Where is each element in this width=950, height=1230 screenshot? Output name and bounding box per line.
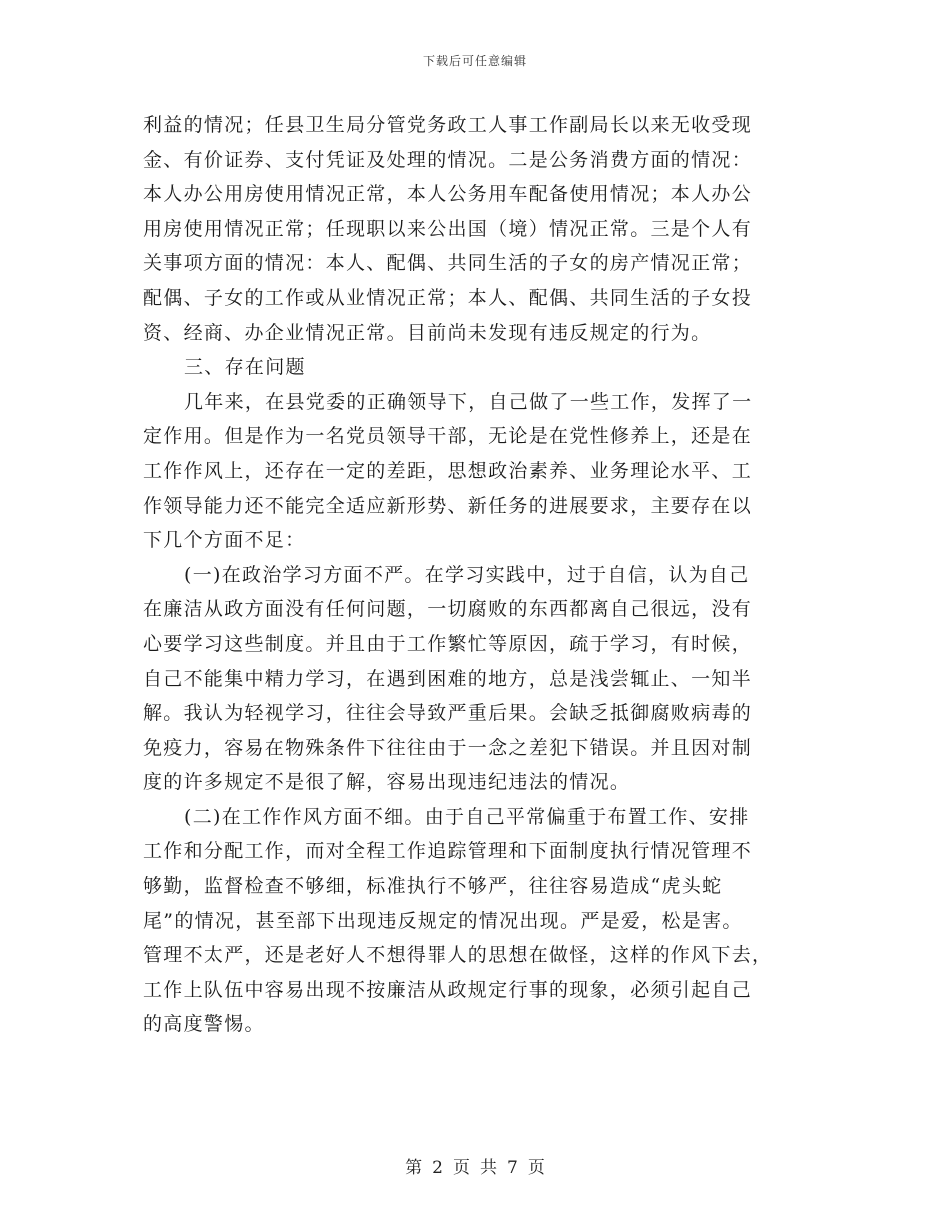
page-footer bbox=[0, 1153, 950, 1178]
text-line: 本人办公用房使用情况正常，本人公务用车配备使用情况；本人办公 bbox=[143, 183, 753, 206]
footer-page-number: 2 bbox=[432, 1158, 443, 1178]
text-line: 资、经商、办企业情况正常。目前尚未发现有违反规定的行为。 bbox=[143, 321, 712, 344]
text-line: 管理不太严，还是老好人不想得罪人的思想在做怪，这样的作风下去， bbox=[143, 944, 773, 967]
text-line: 工作作风上，还存在一定的差距，思想政治素养、业务理论水平、工 bbox=[143, 459, 753, 482]
footer-page-label: 页 bbox=[453, 1158, 470, 1178]
text-line: 三、存在问题 bbox=[184, 356, 306, 379]
text-line: 的高度警惕。 bbox=[143, 1013, 265, 1036]
text-line: 尾”的情况，甚至部下出现违反规定的情况出现。严是爱，松是害。 bbox=[143, 909, 743, 932]
text-line: 关事项方面的情况：本人、配偶、共同生活的子女的房产情况正常； bbox=[143, 252, 753, 275]
text-line: 作领导能力还不能完全适应新形势、新任务的进展要求，主要存在以 bbox=[143, 494, 753, 517]
text-line: 心要学习这些制度。并且由于工作繁忙等原因，疏于学习，有时候， bbox=[143, 632, 753, 655]
footer-total-label: 共 bbox=[480, 1158, 497, 1178]
text-line: 解。我认为轻视学习，往往会导致严重后果。会缺乏抵御腐败病毒的 bbox=[143, 702, 753, 725]
text-line: 用房使用情况正常；任现职以来公出国（境）情况正常。三是个人有 bbox=[143, 217, 753, 240]
text-line: 免疫力，容易在物殊条件下往往由于一念之差犯下错误。并且因对制 bbox=[143, 736, 753, 759]
text-line: 金、有价证券、支付凭证及处理的情况。二是公务消费方面的情况： bbox=[143, 148, 753, 171]
footer-total-pages: 7 bbox=[507, 1158, 518, 1178]
text-line: 配偶、子女的工作或从业情况正常；本人、配偶、共同生活的子女投 bbox=[143, 286, 753, 309]
text-line: 度的许多规定不是很了解，容易出现违纪违法的情况。 bbox=[143, 771, 631, 794]
text-line: 自己不能集中精力学习，在遇到困难的地方，总是浅尝辄止、一知半 bbox=[143, 667, 753, 690]
text-line: 定作用。但是作为一名党员领导干部，无论是在党性修养上，还是在 bbox=[143, 425, 753, 448]
footer-prefix: 第 bbox=[405, 1158, 423, 1178]
text-line: 几年来，在县党委的正确领导下，自己做了一些工作，发挥了一 bbox=[184, 390, 753, 413]
text-line: (二)在工作作风方面不细。由于自己平常偏重于布置工作、安排 bbox=[184, 805, 750, 828]
text-line: 在廉洁从政方面没有任何问题，一切腐败的东西都离自己很远，没有 bbox=[143, 598, 753, 621]
document-body bbox=[143, 108, 803, 1042]
footer-suffix: 页 bbox=[527, 1158, 545, 1178]
page-header: 下载后可任意编辑 bbox=[422, 54, 527, 68]
text-line: (一)在政治学习方面不严。在学习实践中，过于自信，认为自己 bbox=[184, 563, 750, 586]
text-line: 下几个方面不足： bbox=[143, 529, 306, 552]
text-line: 工作和分配工作，而对全程工作追踪管理和下面制度执行情况管理不 bbox=[143, 840, 753, 863]
text-line: 工作上队伍中容易出现不按廉洁从政规定行事的现象，必须引起自己 bbox=[143, 978, 753, 1001]
text-line: 利益的情况；任县卫生局分管党务政工人事工作副局长以来无收受现 bbox=[143, 114, 753, 136]
text-line: 够勤，监督检查不够细，标准执行不够严，往往容易造成“虎头蛇 bbox=[143, 875, 723, 898]
